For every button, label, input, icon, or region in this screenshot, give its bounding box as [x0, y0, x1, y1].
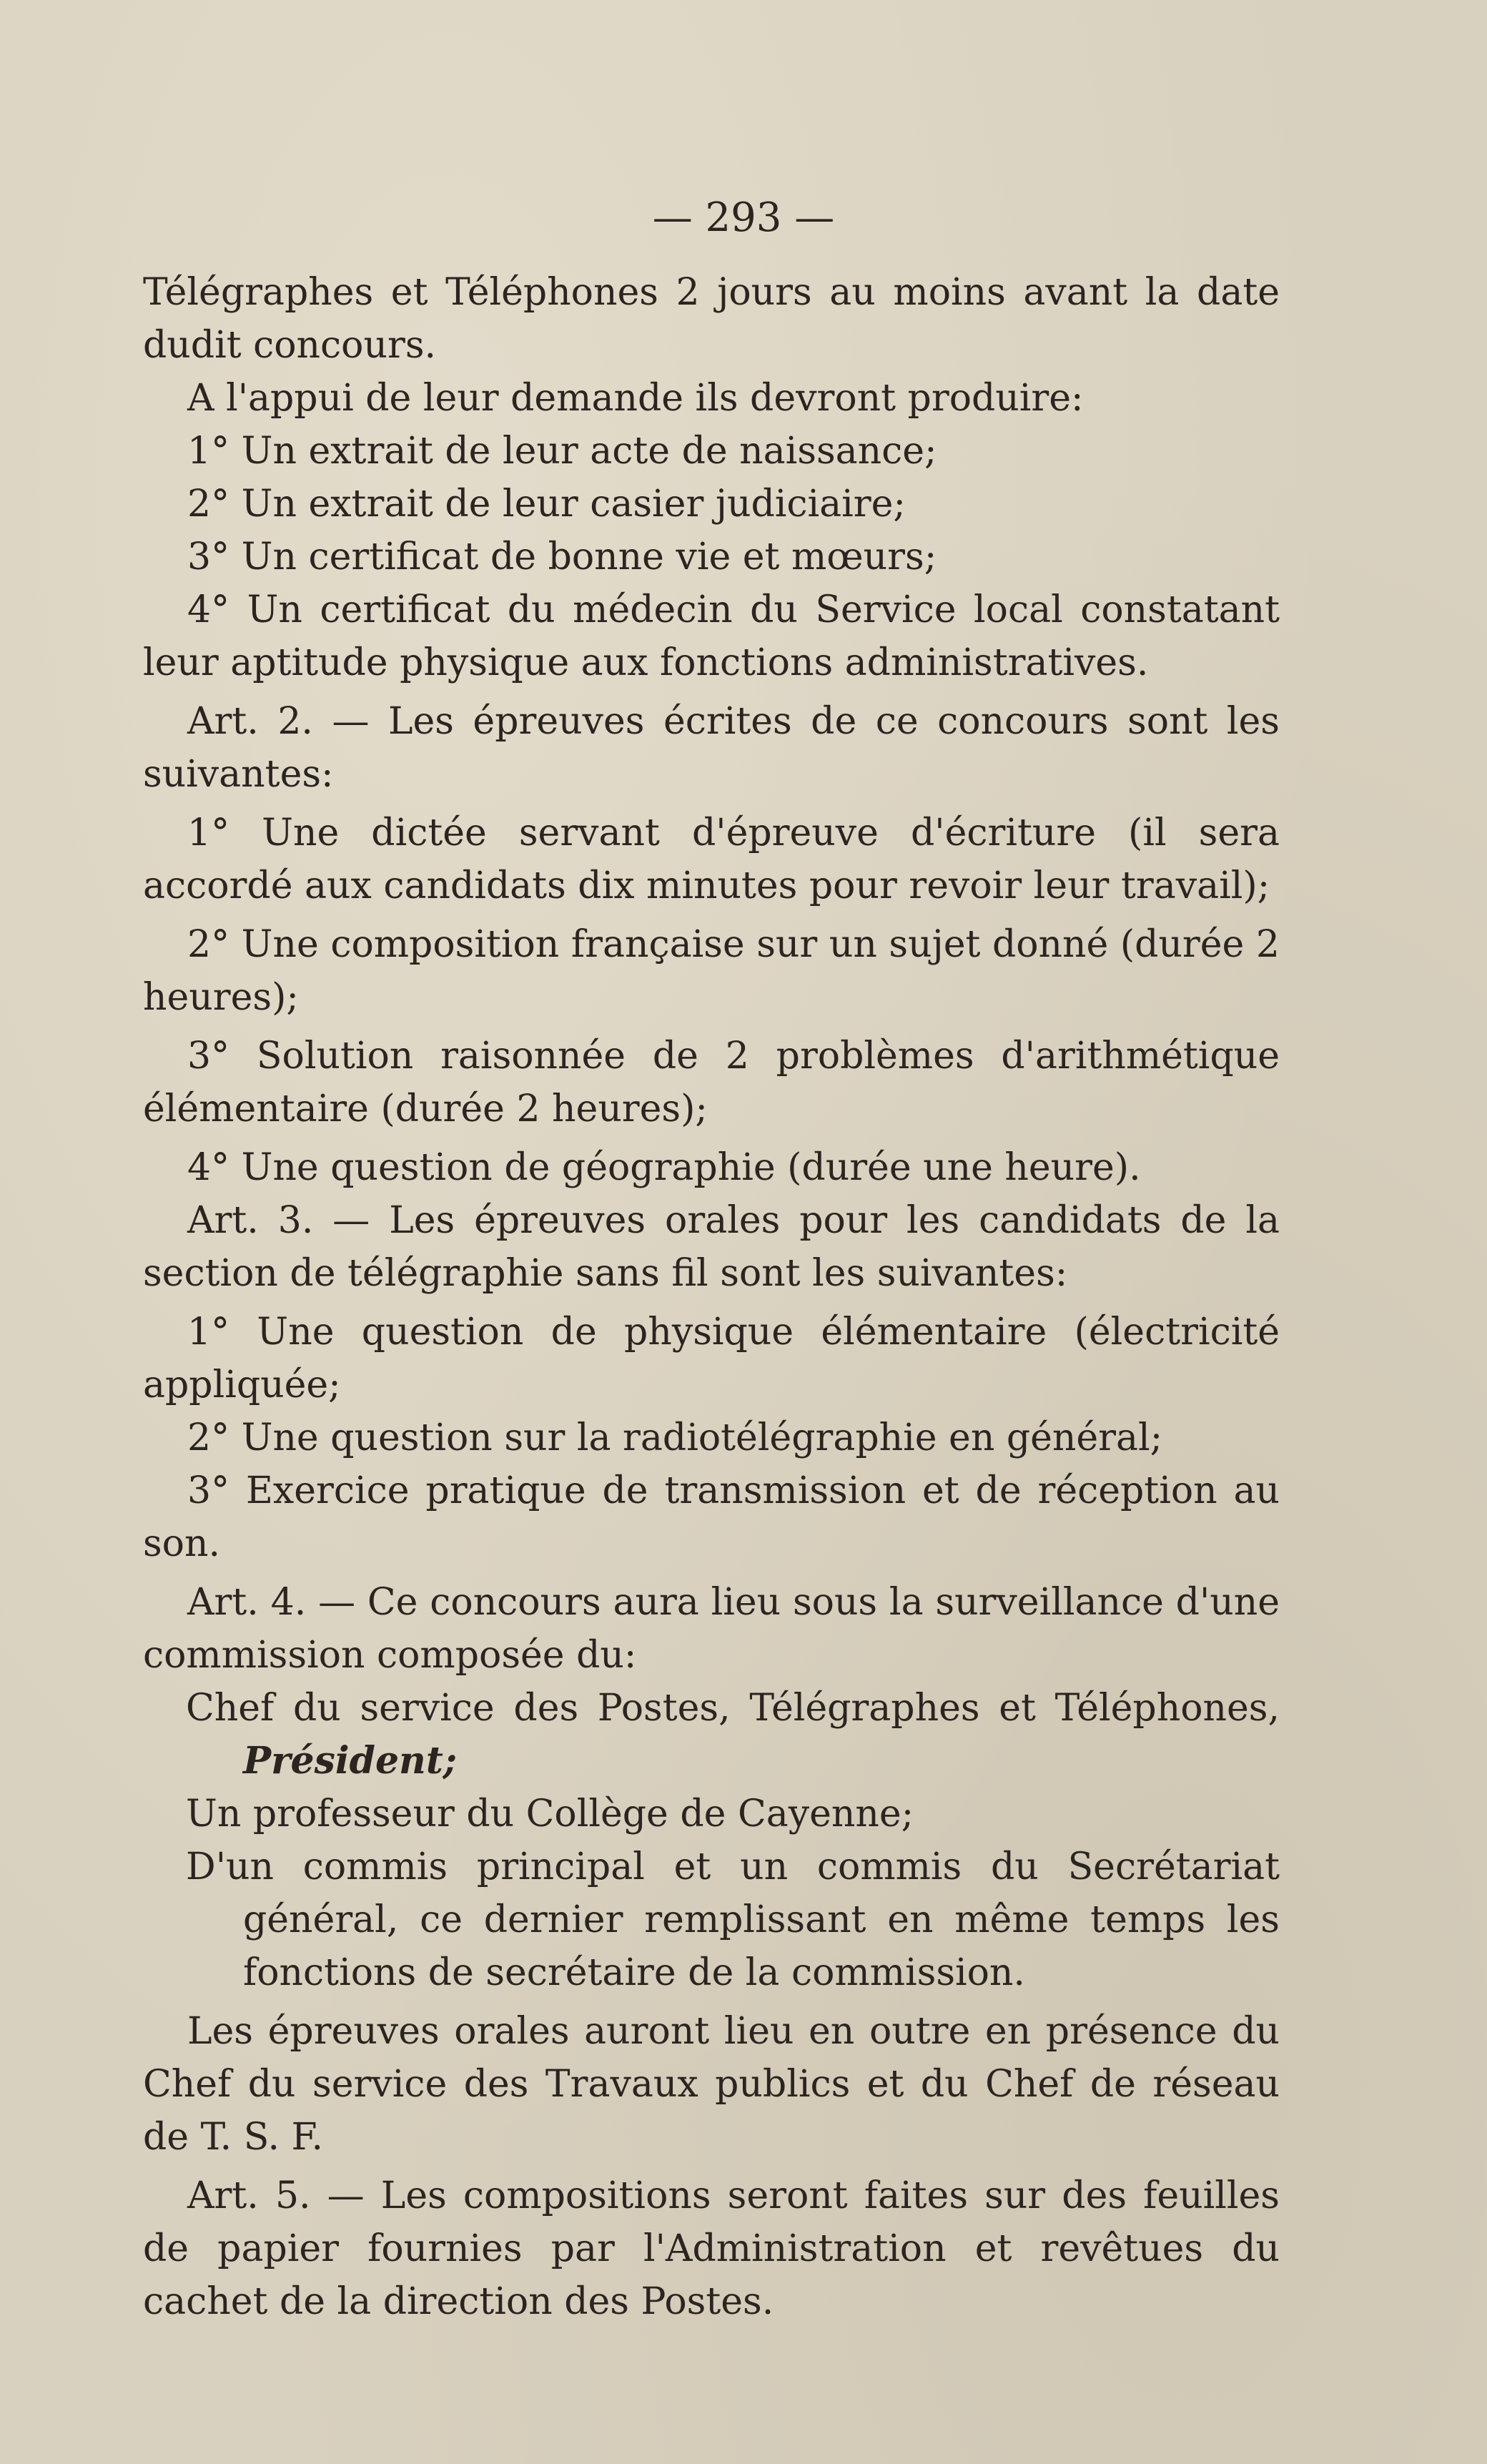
commission-member-professor: Un professeur du Collège de Cayenne;: [186, 1793, 914, 1835]
written-test-3: 3° Solution raisonnée de 2 problèmes d'arithmétique élémentaire (durée 2 heures);: [143, 1035, 1280, 1130]
list-item-3: 3° Un certificat de bonne vie et mœurs;: [187, 536, 937, 578]
oral-presence-paragraph: Les épreuves orales auront lieu en outre en présence du Chef du service des Travaux publics et du Chef de réseau de T. S. F.: [143, 2010, 1280, 2159]
commission-member-president: [143, 1682, 1280, 1788]
article-2: Art. 2. — Les épreuves écrites de ce concours sont les suivantes:: [143, 700, 1280, 796]
written-test-1: 1° Une dictée servant d'épreuve d'écriture (il sera accordé aux candidats dix minutes pour revoir leur travail);: [143, 812, 1280, 907]
commission-member-clerks: D'un commis principal et un commis du Secrétariat général, ce dernier remplissant en même temps les fonctions de secrétaire de la commission.: [186, 1845, 1280, 1994]
oral-test-3: 3° Exercice pratique de transmission et de réception au son.: [143, 1469, 1280, 1565]
written-test-4: 4° Une question de géographie (durée une heure).: [187, 1146, 1141, 1189]
body-text: [143, 266, 1280, 2328]
article-3: Art. 3. — Les épreuves orales pour les candidats de la section de télégraphie sans fil sont les suivantes:: [143, 1199, 1280, 1295]
commission-president-text: Chef du service des Postes, Télégraphes et Téléphones,: [186, 1687, 1280, 1730]
article-4: Art. 4. — Ce concours aura lieu sous la surveillance d'une commission composée du:: [143, 1581, 1280, 1677]
list-item-2: 2° Un extrait de leur casier judiciaire;: [187, 483, 906, 526]
paragraph-continuation: Télégraphes et Téléphones 2 jours au moins avant la date dudit concours.: [143, 271, 1280, 367]
article-5: Art. 5. — Les compositions seront faites sur des feuilles de papier fournies par l'Administration et revêtues du cachet de la direction des Postes.: [143, 2174, 1280, 2323]
list-item-1: 1° Un extrait de leur acte de naissance;: [187, 430, 937, 473]
list-item-4: 4° Un certificat du médecin du Service local constatant leur aptitude physique aux fonctions administratives.: [143, 588, 1280, 684]
written-test-2: 2° Une composition française sur un sujet donné (durée 2 heures);: [143, 923, 1280, 1019]
president-title: Président;: [243, 1739, 458, 1783]
oral-test-2: 2° Une question sur la radiotélégraphie en général;: [187, 1416, 1163, 1459]
paragraph-intro: A l'appui de leur demande ils devront produire:: [187, 377, 1084, 420]
oral-test-1: 1° Une question de physique élémentaire (électricité appliquée;: [143, 1311, 1280, 1406]
page-number: — 293 —: [652, 194, 835, 241]
